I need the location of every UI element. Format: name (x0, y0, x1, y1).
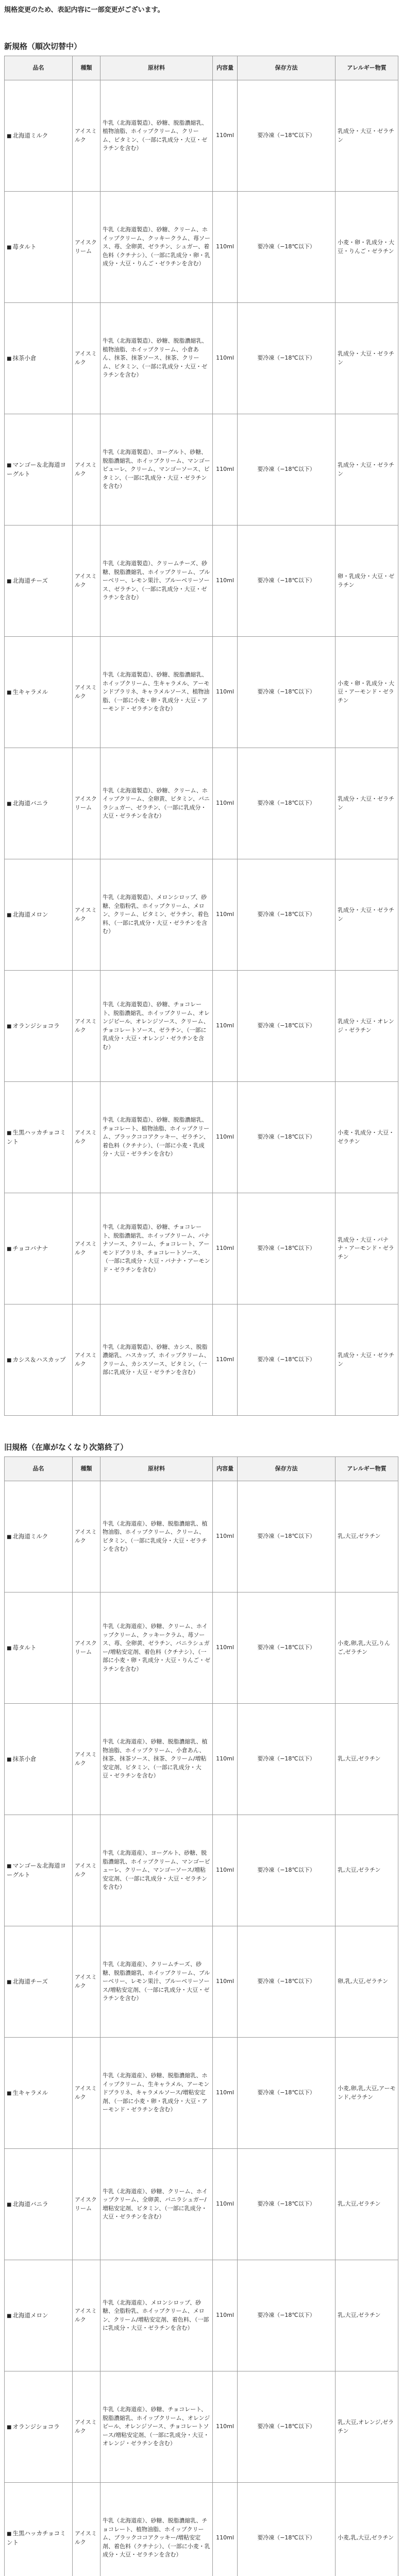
header-kind: 種類 (73, 56, 100, 80)
product-name-cell (5, 859, 73, 971)
product-allergy: 小麦・卵・乳成分・大豆・りんご・ゼラチン (336, 192, 398, 303)
header-allergy: アレルギー物質 (336, 1457, 398, 1481)
product-name-cell (5, 637, 73, 748)
product-allergy: 乳成分・大豆・オレンジ・ゼラチン (336, 971, 398, 1082)
product-volume: 110ml (213, 2038, 238, 2149)
product-storage: 要冷凍（−18℃以下） (238, 1481, 336, 1592)
square-bullet-icon: ■ (7, 1246, 12, 1252)
product-name: カシス＆ハスカップ (12, 1355, 66, 1363)
product-name-cell (5, 1592, 73, 1704)
square-bullet-icon: ■ (7, 2313, 12, 2319)
product-volume: 110ml (213, 971, 238, 1082)
square-bullet-icon: ■ (7, 355, 12, 362)
product-volume: 110ml (213, 303, 238, 414)
product-name-cell (5, 2038, 73, 2149)
product-storage: 要冷凍（−18℃以下） (238, 748, 336, 859)
product-kind: アイスクリーム (73, 2149, 100, 2260)
square-bullet-icon: ■ (7, 463, 12, 469)
old-spec-table (4, 1456, 398, 2576)
table-row (5, 1481, 398, 1592)
product-name: 北海道チーズ (12, 1977, 48, 1985)
product-storage: 要冷凍（−18℃以下） (238, 1815, 336, 1926)
product-ingredients: 牛乳（北海道製造）、砂糖、クリーム、ホイップクリーム、全卵黄、ビタミン、バニラシュガー、ゼラチン、（一部に乳成分・大豆・ゼラチンを含む） (100, 748, 213, 859)
product-name-cell (5, 192, 73, 303)
square-bullet-icon: ■ (7, 1979, 12, 1985)
table-row (5, 859, 398, 971)
product-allergy: 小麦,乳,大豆,ゼラチン (336, 2483, 398, 2576)
square-bullet-icon: ■ (7, 1357, 12, 1363)
product-ingredients: 牛乳（北海道産）、砂糖、チョコレート、脱脂濃縮乳、ホイップクリーム、オレンジピール、オレンジソース、チョコレートソース/増粘安定剤、（一部に乳成分・大豆・オレンジ・ゼラチンを含む） (100, 2371, 213, 2483)
table-row (5, 526, 398, 637)
product-volume: 110ml (213, 2149, 238, 2260)
table-row (5, 192, 398, 303)
product-ingredients: 牛乳（北海道製造）、クリームチーズ、砂糖、脱脂濃縮乳、ホイップクリーム、ブルーベリー、レモン果汁、ブルーベリーソース、ゼラチン、（一部に乳成分・大豆・ゼラチンを含む） (100, 526, 213, 637)
product-name-cell (5, 2260, 73, 2371)
product-ingredients: 牛乳（北海道産）、砂糖、クリーム、ホイップクリーム、全卵黄、バニラシュガー/増粘安定剤、ビタミン、（一部に乳成分・大豆・ゼラチンを含む） (100, 2149, 213, 2260)
product-name: 生黒ハッカチョコミント (7, 2530, 66, 2546)
product-name: 抹茶小倉 (12, 354, 37, 362)
product-kind: アイスミルク (73, 1704, 100, 1815)
product-kind: アイスクリーム (73, 748, 100, 859)
product-ingredients: 牛乳（北海道産）、砂糖、クリーム、ホイップクリーム、クッキークラム、苺ソース、苺、全卵黄、ゼラチン、バニラシュガー/増粘安定剤、着色料（クチナシ）、（一部に小麦・卵・乳成分・大豆・りんご・ゼラチンを含む） (100, 1592, 213, 1704)
product-storage: 要冷凍（−18℃以下） (238, 1304, 336, 1416)
product-kind: アイスミルク (73, 2260, 100, 2371)
product-kind: アイスミルク (73, 859, 100, 971)
square-bullet-icon: ■ (7, 2531, 12, 2537)
product-name-cell (5, 1193, 73, 1304)
product-allergy: 乳成分・大豆・ゼラチン (336, 1304, 398, 1416)
header-allergy: アレルギー物質 (336, 56, 398, 80)
product-allergy: 乳成分・大豆・ゼラチン (336, 748, 398, 859)
product-storage: 要冷凍（−18℃以下） (238, 2149, 336, 2260)
table-row (5, 1082, 398, 1193)
square-bullet-icon: ■ (7, 2424, 12, 2430)
square-bullet-icon: ■ (7, 133, 12, 139)
product-volume: 110ml (213, 1193, 238, 1304)
product-name: オランジショコラ (12, 2422, 60, 2430)
product-name: オランジショコラ (12, 1022, 60, 1029)
notice-text: 規格変更のため、表記内容に一部変更がございます。 (4, 6, 164, 14)
product-kind: アイスクリーム (73, 1592, 100, 1704)
table-row (5, 748, 398, 859)
product-kind: アイスミルク (73, 971, 100, 1082)
header-storage: 保存方法 (238, 1457, 336, 1481)
product-volume: 110ml (213, 1481, 238, 1592)
header-storage: 保存方法 (238, 56, 336, 80)
product-storage: 要冷凍（−18℃以下） (238, 2038, 336, 2149)
table-row (5, 2260, 398, 2371)
product-allergy: 乳成分・大豆・ゼラチン (336, 80, 398, 192)
square-bullet-icon: ■ (7, 1130, 12, 1137)
product-allergy: 乳,大豆,ゼラチン (336, 1815, 398, 1926)
product-ingredients: 牛乳（北海道製造）、砂糖、クリーム、ホイップクリーム、クッキークラム、苺ソース、苺、全卵黄、ゼラチン、シュガー、着色料（クチナシ）、（一部に乳成分・卵・乳成分・大豆・りんご・ゼラチンを含む） (100, 192, 213, 303)
table-row (5, 1815, 398, 1926)
product-name: チョコバナナ (12, 1244, 48, 1252)
product-kind: アイスクリーム (73, 192, 100, 303)
product-storage: 要冷凍（−18℃以下） (238, 2371, 336, 2483)
product-volume: 110ml (213, 414, 238, 526)
product-name: 北海道ミルク (12, 131, 48, 139)
product-ingredients: 牛乳（北海道製造）、砂糖、脱脂濃縮乳、植物油脂、ホイップクリーム、クリーム、ビタミン、（一部に乳成分・大豆・ゼラチンを含む） (100, 80, 213, 192)
table-row (5, 971, 398, 1082)
product-ingredients: 牛乳（北海道産）、砂糖、脱脂濃縮乳、ホイップクリーム、生キャラメル、アーモンドプラリネ、キャラメルソース/増粘安定剤、（一部に小麦・卵・乳成分・大豆・アーモンド・ゼラチンを含む） (100, 2038, 213, 2149)
product-name-cell (5, 526, 73, 637)
header-kind: 種類 (73, 1457, 100, 1481)
product-kind: アイスミルク (73, 526, 100, 637)
product-storage: 要冷凍（−18℃以下） (238, 414, 336, 526)
header-volume: 内容量 (213, 56, 238, 80)
product-name-cell (5, 80, 73, 192)
product-allergy: 小麦,卵,乳,大豆,りんご,ゼラチン (336, 1592, 398, 1704)
product-volume: 110ml (213, 2483, 238, 2576)
product-name-cell (5, 1304, 73, 1416)
product-name-cell (5, 2149, 73, 2260)
product-kind: アイスミルク (73, 1193, 100, 1304)
product-allergy: 乳成分・大豆・ゼラチン (336, 414, 398, 526)
square-bullet-icon: ■ (7, 244, 12, 250)
product-allergy: 乳,大豆,ゼラチン (336, 2149, 398, 2260)
product-kind: アイスミルク (73, 1926, 100, 2038)
product-ingredients: 牛乳（北海道製造）、砂糖、チョコレート、脱脂濃縮乳、ホイップクリーム、オレンジピール、オレンジソース、クリーム、チョコレートソース、ゼラチン、（一部に乳成分・大豆・オレンジ・ゼラチンを含む） (100, 971, 213, 1082)
product-storage: 要冷凍（−18℃以下） (238, 526, 336, 637)
table-row (5, 2149, 398, 2260)
product-volume: 110ml (213, 1082, 238, 1193)
product-ingredients: 牛乳（北海道産）、ヨーグルト、砂糖、脱脂濃縮乳、ホイップクリーム、マンゴーピューレ、クリーム、マンゴーソース/増粘安定剤、（一部に乳成分・大豆・ゼラチンを含む） (100, 1815, 213, 1926)
header-name: 品名 (5, 1457, 73, 1481)
product-allergy: 乳,大豆,ゼラチン (336, 2260, 398, 2371)
product-kind: アイスミルク (73, 80, 100, 192)
product-allergy: 卵・乳成分・大豆・ゼラチン (336, 526, 398, 637)
product-name: 苺タルト (12, 243, 37, 250)
product-allergy: 小麦・乳成分・大豆・ゼラチン (336, 1082, 398, 1193)
product-storage: 要冷凍（−18℃以下） (238, 1704, 336, 1815)
product-name: マンゴー＆北海道ヨーグルト (7, 461, 66, 478)
product-name-cell (5, 414, 73, 526)
product-storage: 要冷凍（−18℃以下） (238, 1082, 336, 1193)
product-name-cell (5, 303, 73, 414)
table-header-row (5, 56, 398, 80)
product-storage: 要冷凍（−18℃以下） (238, 637, 336, 748)
product-volume: 110ml (213, 859, 238, 971)
product-name: 北海道バニラ (12, 2200, 48, 2208)
table-row (5, 1304, 398, 1416)
product-name-cell (5, 1082, 73, 1193)
product-name: 北海道メロン (12, 2311, 48, 2319)
product-ingredients: 牛乳（北海道製造）、砂糖、脱脂濃縮乳、ホイップクリーム、生キャラメル、アーモンドプラリネ、キャラメルソース、植物油脂、（一部に小麦・卵・乳成分・大豆・アーモンド・ゼラチンを含む） (100, 637, 213, 748)
product-kind: アイスミルク (73, 2371, 100, 2483)
table-row (5, 414, 398, 526)
product-name-cell (5, 1926, 73, 2038)
product-name: 苺タルト (12, 1643, 37, 1651)
product-allergy: 乳成分・大豆・ゼラチン (336, 859, 398, 971)
square-bullet-icon: ■ (7, 1534, 12, 1540)
product-ingredients: 牛乳（北海道産）、砂糖、脱脂濃縮乳、チョコレート、植物油脂、ホイップクリーム、ブラックココアクッキー/増粘安定剤、着色料（クチナシ）、（一部に小麦・乳成分・大豆・ゼラチンを含む） (100, 2483, 213, 2576)
product-volume: 110ml (213, 1926, 238, 2038)
product-volume: 110ml (213, 1704, 238, 1815)
product-name: 北海道メロン (12, 910, 48, 918)
product-allergy: 乳,大豆,ゼラチン (336, 1481, 398, 1592)
table-row (5, 80, 398, 192)
product-volume: 110ml (213, 192, 238, 303)
product-volume: 110ml (213, 526, 238, 637)
product-ingredients: 牛乳（北海道産）、砂糖、脱脂濃縮乳、植物油脂、ホイップクリーム、小倉あん、抹茶、抹茶ソース、抹茶、クリーム/増粘安定剤、ビタミン、（一部に乳成分・大豆・ゼラチンを含む） (100, 1704, 213, 1815)
header-volume: 内容量 (213, 1457, 238, 1481)
new-spec-title: 新規格（順次切替中） (4, 42, 82, 51)
table-row (5, 2371, 398, 2483)
product-storage: 要冷凍（−18℃以下） (238, 1926, 336, 2038)
product-allergy: 乳成分・大豆・バナナ・アーモンド・ゼラチン (336, 1193, 398, 1304)
product-ingredients: 牛乳（北海道産）、砂糖、脱脂濃縮乳、植物油脂、ホイップクリーム、クリーム、ビタミン、（一部に乳成分・大豆・ゼラチンを含む） (100, 1481, 213, 1592)
product-kind: アイスミルク (73, 1815, 100, 1926)
product-allergy: 小麦・卵・乳成分・大豆・アーモンド・ゼラチン (336, 637, 398, 748)
product-ingredients: 牛乳（北海道産）、メロンシロップ、砂糖、全脂粉乳、ホイップクリーム、メロン、クリーム/増粘安定剤、着色料、（一部に乳成分・大豆・ゼラチンを含む） (100, 2260, 213, 2371)
square-bullet-icon: ■ (7, 1863, 12, 1870)
product-allergy: 小麦,卵,乳,大豆,アーモンド,ゼラチン (336, 2038, 398, 2149)
product-kind: アイスミルク (73, 1082, 100, 1193)
product-name-cell (5, 1481, 73, 1592)
product-name: マンゴー＆北海道ヨーグルト (7, 1862, 66, 1878)
header-name: 品名 (5, 56, 73, 80)
new-spec-table (4, 56, 398, 1416)
product-name: 生黒ハッカチョコミント (7, 1129, 66, 1145)
product-kind: アイスミルク (73, 414, 100, 526)
table-row (5, 1193, 398, 1304)
table-row (5, 1926, 398, 2038)
product-volume: 110ml (213, 2371, 238, 2483)
product-kind: アイスミルク (73, 303, 100, 414)
table-header-row (5, 1457, 398, 1481)
square-bullet-icon: ■ (7, 2201, 12, 2208)
product-allergy: 乳,大豆,オレンジ,ゼラチン (336, 2371, 398, 2483)
product-ingredients: 牛乳（北海道産）、クリームチーズ、砂糖、脱脂濃縮乳、ホイップクリーム、ブルーベリー、レモン果汁、ブルーベリーソース/増粘安定剤、（一部に乳成分・大豆・ゼラチンを含む） (100, 1926, 213, 2038)
product-ingredients: 牛乳（北海道製造）、メロンシロップ、砂糖、全脂粉乳、ホイップクリーム、メロン、クリーム、ビタミン、ゼラチン、着色料、（一部に乳成分・大豆・ゼラチンを含む） (100, 859, 213, 971)
square-bullet-icon: ■ (7, 2090, 12, 2096)
square-bullet-icon: ■ (7, 1645, 12, 1651)
square-bullet-icon: ■ (7, 1756, 12, 1762)
product-name: 北海道バニラ (12, 799, 48, 807)
product-storage: 要冷凍（−18℃以下） (238, 1193, 336, 1304)
table-row (5, 637, 398, 748)
product-name-cell (5, 2483, 73, 2576)
product-volume: 110ml (213, 748, 238, 859)
product-ingredients: 牛乳（北海道製造）、砂糖、カシス、脱脂濃縮乳、ハスカップ、ホイップクリーム、クリーム、カシスソース、ビタミン、（一部に乳成分・大豆・ゼラチンを含む） (100, 1304, 213, 1416)
product-storage: 要冷凍（−18℃以下） (238, 303, 336, 414)
product-storage: 要冷凍（−18℃以下） (238, 2483, 336, 2576)
product-name-cell (5, 1704, 73, 1815)
product-kind: アイスミルク (73, 2483, 100, 2576)
product-allergy: 乳成分・大豆・ゼラチン (336, 303, 398, 414)
product-name-cell (5, 1815, 73, 1926)
product-name: 生キャラメル (12, 688, 48, 696)
header-ingredients: 原材料 (100, 1457, 213, 1481)
product-name-cell (5, 748, 73, 859)
table-row (5, 303, 398, 414)
old-spec-title: 旧規格（在庫がなくなり次第終了） (4, 1443, 128, 1452)
product-kind: アイスミルク (73, 1481, 100, 1592)
product-allergy: 卵,乳,大豆,ゼラチン (336, 1926, 398, 2038)
product-volume: 110ml (213, 1304, 238, 1416)
product-ingredients: 牛乳（北海道製造）、砂糖、チョコレート、脱脂濃縮乳、ホイップクリーム、バナナソース、クリーム、チョコレート、アーモンドプラリネ、チョコレートソース、（一部に乳成分・大豆・バナナ・アーモンド・ゼラチンを含む） (100, 1193, 213, 1304)
product-kind: アイスミルク (73, 1304, 100, 1416)
product-storage: 要冷凍（−18℃以下） (238, 80, 336, 192)
product-kind: アイスミルク (73, 2038, 100, 2149)
product-kind: アイスミルク (73, 637, 100, 748)
product-storage: 要冷凍（−18℃以下） (238, 2260, 336, 2371)
table-row (5, 1592, 398, 1704)
product-allergy: 乳,大豆,ゼラチン (336, 1704, 398, 1815)
product-ingredients: 牛乳（北海道製造）、ヨーグルト、砂糖、脱脂濃縮乳、ホイップクリーム、マンゴーピューレ、クリーム、マンゴーソース、ビタミン、（一部に乳成分・大豆・ゼラチンを含む） (100, 414, 213, 526)
table-row (5, 2483, 398, 2576)
square-bullet-icon: ■ (7, 689, 12, 696)
product-volume: 110ml (213, 1592, 238, 1704)
product-storage: 要冷凍（−18℃以下） (238, 192, 336, 303)
header-ingredients: 原材料 (100, 56, 213, 80)
product-storage: 要冷凍（−18℃以下） (238, 1592, 336, 1704)
product-name: 北海道チーズ (12, 577, 48, 584)
product-storage: 要冷凍（−18℃以下） (238, 859, 336, 971)
product-ingredients: 牛乳（北海道製造）、砂糖、脱脂濃縮乳、植物油脂、ホイップクリーム、小倉あん、抹茶、抹茶ソース、抹茶、クリーム、ビタミン、（一部に乳成分・大豆・ゼラチンを含む） (100, 303, 213, 414)
table-row (5, 1704, 398, 1815)
product-volume: 110ml (213, 1815, 238, 1926)
square-bullet-icon: ■ (7, 578, 12, 584)
square-bullet-icon: ■ (7, 1023, 12, 1029)
product-storage: 要冷凍（−18℃以下） (238, 971, 336, 1082)
product-name: 北海道ミルク (12, 1532, 48, 1540)
product-volume: 110ml (213, 637, 238, 748)
square-bullet-icon: ■ (7, 801, 12, 807)
product-volume: 110ml (213, 80, 238, 192)
product-volume: 110ml (213, 2260, 238, 2371)
product-ingredients: 牛乳（北海道製造）、砂糖、脱脂濃縮乳、チョコレート、植物油脂、ホイップクリーム、ブラックココアクッキー、ゼラチン、着色料（クチナシ）、（一部に小麦・乳成分・大豆・ゼラチンを含む） (100, 1082, 213, 1193)
product-name-cell (5, 971, 73, 1082)
table-row (5, 2038, 398, 2149)
product-name-cell (5, 2371, 73, 2483)
product-name: 抹茶小倉 (12, 1755, 37, 1762)
product-name: 生キャラメル (12, 2089, 48, 2096)
square-bullet-icon: ■ (7, 912, 12, 918)
